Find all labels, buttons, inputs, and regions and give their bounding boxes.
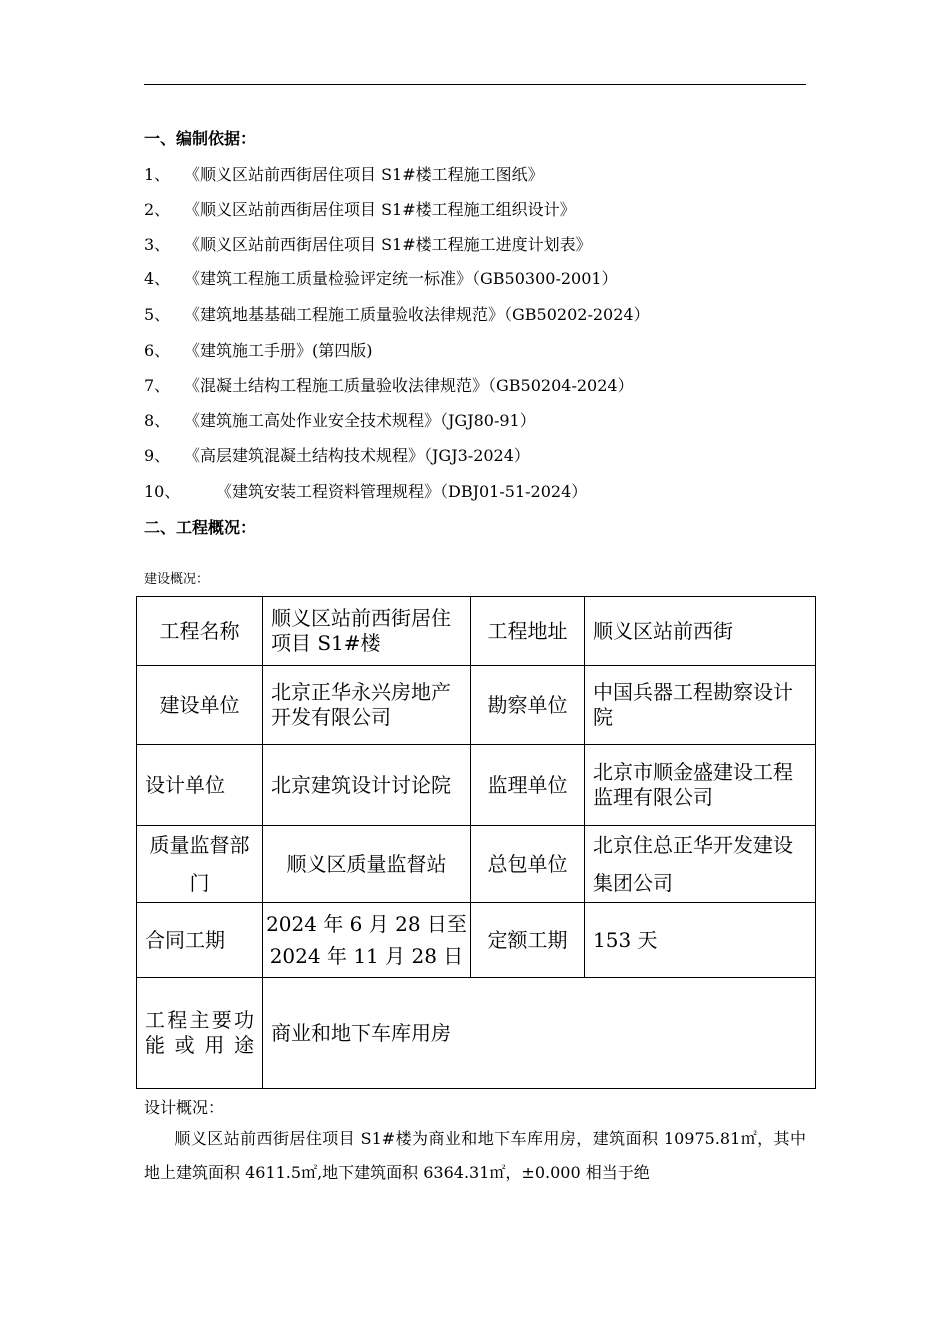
owner-label: 建设单位 (137, 666, 263, 745)
reference-item: 4、 《建筑工程施工质量检验评定统一标准》（GB50300-2001） (144, 269, 618, 288)
quality-supervision-label: 质量监督部门 (137, 826, 263, 903)
contract-period-value: 2024 年 6 月 28 日至 2024 年 11 月 28 日 (263, 903, 471, 978)
supervision-unit-value: 北京市顺金盛建设工程监理有限公司 (585, 745, 816, 826)
reference-item: 8、 《建筑施工高处作业安全技术规程》（JGJ80-91） (144, 411, 536, 430)
design-unit-value: 北京建筑设计讨论院 (263, 745, 471, 826)
table-row (137, 978, 816, 1089)
project-name-value: 顺义区站前西街居住项目 S1#楼 (263, 597, 471, 666)
project-address-value: 顺义区站前西街 (585, 597, 816, 666)
table-row (137, 597, 816, 666)
reference-item: 6、 《建筑施工手册》(第四版) (144, 341, 373, 360)
design-overview-label: 设计概况： (144, 1098, 225, 1117)
project-info-table (136, 596, 816, 1089)
basis-heading: 一、编制依据： (144, 129, 257, 148)
table-row (137, 666, 816, 745)
reference-item: 2、 《顺义区站前西街居住项目 S1#楼工程施工组织设计》 (144, 200, 576, 219)
overview-heading: 二、工程概况： (144, 518, 257, 537)
quota-period-label: 定额工期 (471, 903, 585, 978)
design-overview-paragraph: 顺义区站前西街居住项目 S1#楼为商业和地下车库用房，建筑面积 10975.81㎡，其中地上建筑面积 4611.5㎡,地下建筑面积 6364.31㎡，±0.000 相当于绝 (144, 1129, 806, 1182)
table-row (137, 745, 816, 826)
reference-item: 10、 《建筑安装工程资料管理规程》（DBJ01-51-2024） (144, 482, 588, 501)
table-row (137, 903, 816, 978)
quota-period-value: 153 天 (585, 903, 816, 978)
header-rule (144, 84, 806, 85)
general-contractor-value: 北京住总正华开发建设集团公司 (585, 826, 816, 903)
project-address-label: 工程地址 (471, 597, 585, 666)
survey-unit-label: 勘察单位 (471, 666, 585, 745)
general-contractor-label: 总包单位 (471, 826, 585, 903)
survey-unit-value: 中国兵器工程勘察设计院 (585, 666, 816, 745)
reference-item: 5、 《建筑地基基础工程施工质量验收法律规范》（GB50202-2024） (144, 305, 650, 324)
reference-item: 3、 《顺义区站前西街居住项目 S1#楼工程施工进度计划表》 (144, 235, 592, 254)
contract-period-label: 合同工期 (137, 903, 263, 978)
reference-item: 1、 《顺义区站前西街居住项目 S1#楼工程施工图纸》 (144, 165, 544, 184)
quality-supervision-value: 顺义区质量监督站 (263, 826, 471, 903)
reference-item: 9、 《高层建筑混凝土结构技术规程》（JGJ3-2024） (144, 446, 530, 465)
main-function-label: 工程主要功能或用途 (137, 978, 263, 1089)
owner-value: 北京正华永兴房地产开发有限公司 (263, 666, 471, 745)
design-unit-label: 设计单位 (137, 745, 263, 826)
construction-overview-label: 建设概况： (144, 572, 210, 587)
table-row (137, 826, 816, 903)
project-name-label: 工程名称 (137, 597, 263, 666)
main-function-value: 商业和地下车库用房 (263, 978, 816, 1089)
reference-item: 7、 《混凝土结构工程施工质量验收法律规范》（GB50204-2024） (144, 376, 634, 395)
supervision-unit-label: 监理单位 (471, 745, 585, 826)
